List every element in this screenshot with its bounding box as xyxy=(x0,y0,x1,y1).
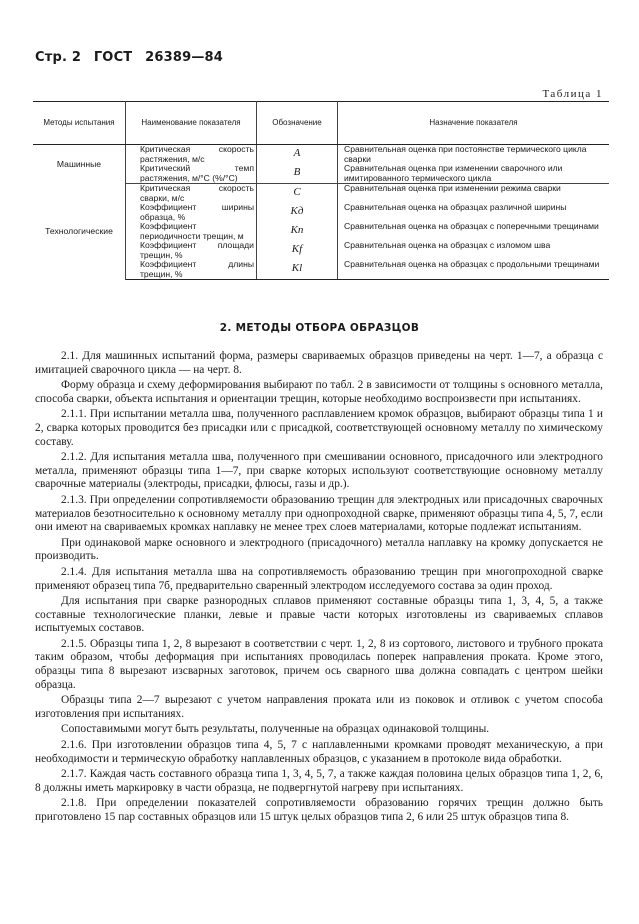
paragraph: 2.1.7. Каждая часть составного образца типа 1, 3, 4, 5, 7, а также каждая половина целых образцов типа 1, 2, 6, 8 должны иметь маркировку в части образца, не подвергнутой нагреву при испытаниях. xyxy=(35,768,603,794)
indicator-purpose: Сравнительная оценка при изменении режима сварки xyxy=(344,183,561,193)
page-number: Стр. 2 xyxy=(35,50,82,65)
section-body xyxy=(35,350,603,827)
table-caption: Таблица 1 xyxy=(542,88,603,100)
paragraph: Форму образца и схему деформирования выбирают по табл. 2 в зависимости от толщины s основного металла, способа сварки, объекта испытания и ориентации трещин, которые необходимо воспроизвести при испытаниях. xyxy=(35,379,603,405)
indicator-purpose: Сравнительная оценка на образцах с изломом шва xyxy=(344,240,551,250)
indicator-name: Критический темп растяжения, м/°С (%/°С) xyxy=(126,164,257,184)
page-header xyxy=(35,50,231,65)
column-header: Назначение показателя xyxy=(338,102,610,145)
method-cell: Машинные xyxy=(33,145,126,184)
paragraph: 2.1.2. Для испытания металла шва, полученного при смешивании основного, присадочного или электродного металла, применяют образцы типа 1—7, при сварке которых используют соответствующие основному металлу сварочные материалы (электроды, присадки, флюсы, газы и др.). xyxy=(35,451,603,491)
table-header-row xyxy=(33,102,609,145)
paragraph: 2.1. Для машинных испытаний форма, размеры свариваемых образцов приведены на черт. 1—7, а образца с имитацией сварочного цикла — на черт. 8. xyxy=(35,350,603,376)
paragraph: Образцы типа 2—7 вырезают с учетом направления проката или из поковок и отливок с учетом способа изготовления при испытаниях. xyxy=(35,694,603,720)
table-row xyxy=(33,184,609,204)
indicator-symbol: Kf xyxy=(257,241,338,260)
indicator-symbol: C xyxy=(257,184,338,204)
indicator-name: Критическая скорость растяжения, м/с xyxy=(126,145,257,165)
indicator-symbol: Kп xyxy=(257,222,338,241)
standard-label: ГОСТ xyxy=(93,50,133,65)
indicator-symbol: A xyxy=(257,145,338,165)
indicators-table xyxy=(33,101,609,280)
standard-number: 26389—84 xyxy=(145,50,224,65)
indicator-symbol: B xyxy=(257,164,338,184)
paragraph: 2.1.6. При изготовлении образцов типа 4, 5, 7 с наплавленными кромками проводят механическую, а при необходимости и термическую обработку наплавленных образцов, с указанием в протоколе вида обработки. xyxy=(35,739,603,765)
section-title: 2. МЕТОДЫ ОТБОРА ОБРАЗЦОВ xyxy=(219,322,420,334)
indicator-name: Коэффициент площади трещин, % xyxy=(126,241,257,260)
indicator-name: Коэффициент длины трещин, % xyxy=(126,260,257,280)
paragraph: Для испытания при сварке разнородных сплавов применяют составные образцы типа 1, 3, 4, 5, а также составные технологические планки, левые и правые части которых изготовлены из свариваемых сплавов испытуемых составов. xyxy=(35,595,603,635)
indicator-name: Коэффициент ширины образца, % xyxy=(126,203,257,222)
indicator-purpose: Сравнительная оценка на образцах различной ширины xyxy=(344,202,567,212)
paragraph: При одинаковой марке основного и электродного (присадочного) металла наплавку на кромку допускается не производить. xyxy=(35,536,603,563)
indicator-name: Критическая скорость сварки, м/с xyxy=(126,184,257,204)
column-header: Наименование показателя xyxy=(126,102,257,145)
paragraph: Сопоставимыми могут быть результаты, полученные на образцах одинаковой толщины. xyxy=(61,723,490,736)
indicator-purpose: Сравнительная оценка при изменении сварочного или имитированного термического цикла xyxy=(338,164,610,184)
paragraph: 2.1.3. При определении сопротивляемости образованию трещин для электродных или присадочных сварочных материалов безотносительно к основному металлу при однопроходной сварке, применяют образцы типа 4, 5, 7, если они имеют на свариваемых кромках наплавку не менее трех слоев материалами, которые подлежат испытаниям. xyxy=(35,493,603,534)
indicator-purpose: Сравнительная оценка при постоянстве термического цикла сварки xyxy=(344,144,587,164)
table-row xyxy=(33,145,609,165)
paragraph: 2.1.1. При испытании металла шва, полученного расплавлением кромок образцов, выбирают образцы типа 1 и 2, сварка которых проводится без присадки или с присадкой, соответствующей основному металлу по химическому составу. xyxy=(35,408,603,448)
paragraph: 2.1.4. Для испытания металла шва на сопротивляемость образованию трещин при многопроходной сварке применяют образец типа 7б, предварительно сваренный электродом исследуемого состава за один проход. xyxy=(35,565,603,592)
column-header: Методы испытания xyxy=(33,102,126,145)
paragraph: 2.1.5. Образцы типа 1, 2, 8 вырезают в соответствии с черт. 1, 2, 8 из сортового, листового и трубного проката таким образом, чтобы деформация при испытаниях проводилась поперек направления проката. Кроме этого, образцы типа 8 вырезают изсварных заготовок, причем ось сварного шва должна совпадать с центром шейки образца. xyxy=(35,637,603,691)
paragraph: 2.1.8. При определении показателей сопротивляемости образованию горячих трещин должно быть приготовлено 15 пар составных образцов или 15 штук целых образцов типа 2, 6 или 25 штук образцов типа 8. xyxy=(35,797,603,823)
indicator-name: Коэффициент периодичности трещин, м xyxy=(126,222,257,241)
indicator-purpose: Сравнительная оценка на образцах с поперечными трещинами xyxy=(344,221,599,231)
indicator-symbol: Kl xyxy=(257,260,338,280)
method-cell: Технологические xyxy=(33,184,126,280)
indicator-purpose: Сравнительная оценка на образцах с продольными трещинами xyxy=(338,260,610,280)
column-header: Обозначение xyxy=(257,102,338,145)
indicator-symbol: Kд xyxy=(257,203,338,222)
